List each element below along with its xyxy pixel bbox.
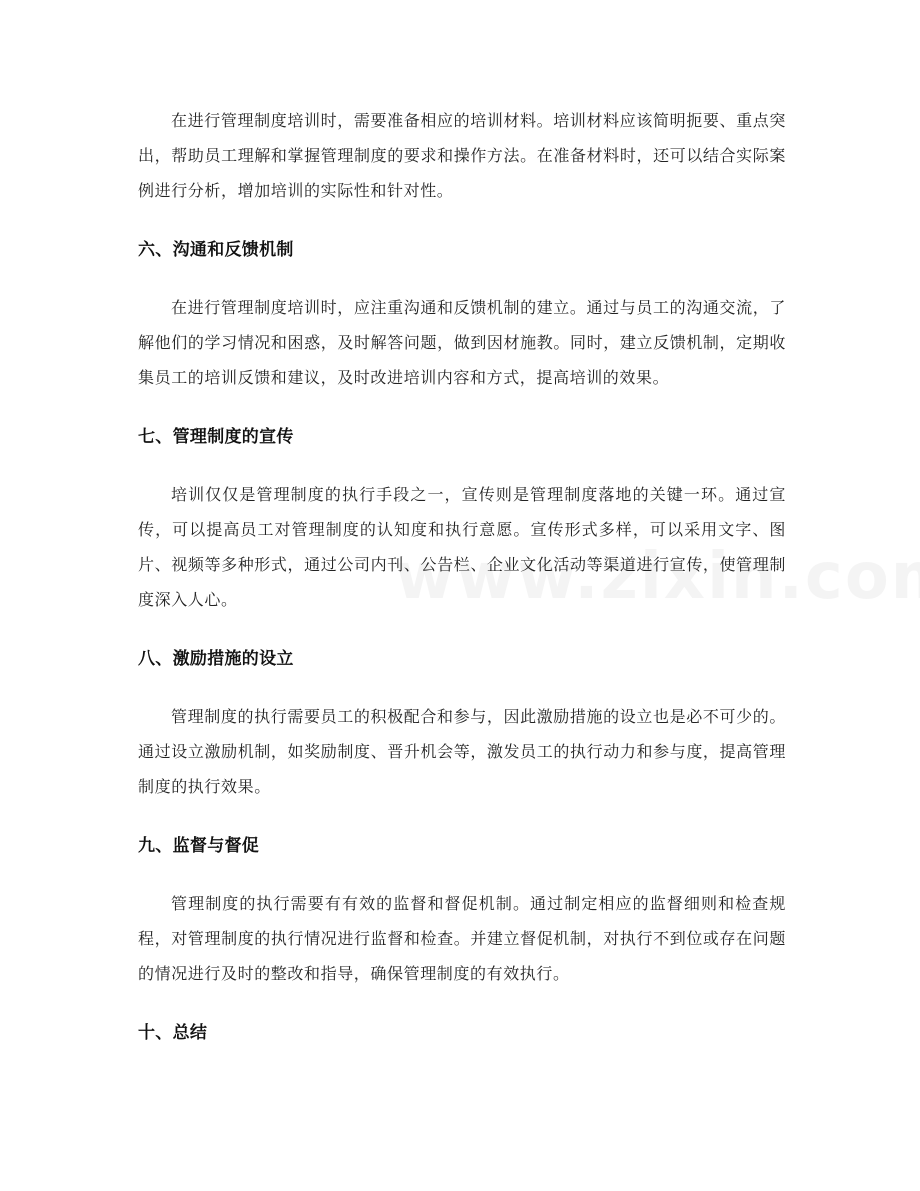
spacer bbox=[138, 395, 786, 422]
section-body-8: 管理制度的执行需要员工的积极配合和参与，因此激励措施的设立也是必不可少的。通过设立激励机制，如奖励制度、晋升机会等，激发员工的执行动力和参与度，提高管理制度的执行效果。 bbox=[138, 707, 786, 796]
section-body-7: 培训仅仅是管理制度的执行手段之一，宣传则是管理制度落地的关键一环。通过宣传，可以提高员工对管理制度的认知度和执行意愿。宣传形式多样，可以采用文字、图片、视频等多种形式，通过公司内刊、公告栏、企业文化活动等渠道进行宣传，使管理制度深入人心。 bbox=[138, 485, 786, 609]
section-heading-7: 七、管理制度的宣传 bbox=[138, 427, 294, 447]
spacer bbox=[138, 861, 786, 886]
section-heading-8: 八、激励措施的设立 bbox=[138, 649, 294, 669]
spacer bbox=[138, 991, 786, 1018]
section-heading-9: 九、监督与督促 bbox=[138, 836, 260, 856]
document-body bbox=[138, 103, 786, 1048]
spacer bbox=[138, 452, 786, 477]
section-heading-10: 十、总结 bbox=[138, 1023, 208, 1043]
spacer bbox=[138, 617, 786, 644]
spacer bbox=[138, 674, 786, 699]
spacer bbox=[138, 208, 786, 235]
intro-paragraph: 在进行管理制度培训时，需要准备相应的培训材料。培训材料应该简明扼要、重点突出，帮助员工理解和掌握管理制度的要求和操作方法。在准备材料时，还可以结合实际案例进行分析，增加培训的实际性和针对性。 bbox=[138, 111, 786, 200]
spacer bbox=[138, 804, 786, 831]
section-body-9: 管理制度的执行需要有有效的监督和督促机制。通过制定相应的监督细则和检查规程，对管理制度的执行情况进行监督和检查。并建立督促机制，对执行不到位或存在问题的情况进行及时的整改和指导，确保管理制度的有效执行。 bbox=[138, 894, 786, 983]
section-heading-6: 六、沟通和反馈机制 bbox=[138, 240, 294, 260]
spacer bbox=[138, 265, 786, 290]
section-body-6: 在进行管理制度培训时，应注重沟通和反馈机制的建立。通过与员工的沟通交流，了解他们的学习情况和困惑，及时解答问题，做到因材施教。同时，建立反馈机制，定期收集员工的培训反馈和建议，及时改进培训内容和方式，提高培训的效果。 bbox=[138, 298, 786, 387]
